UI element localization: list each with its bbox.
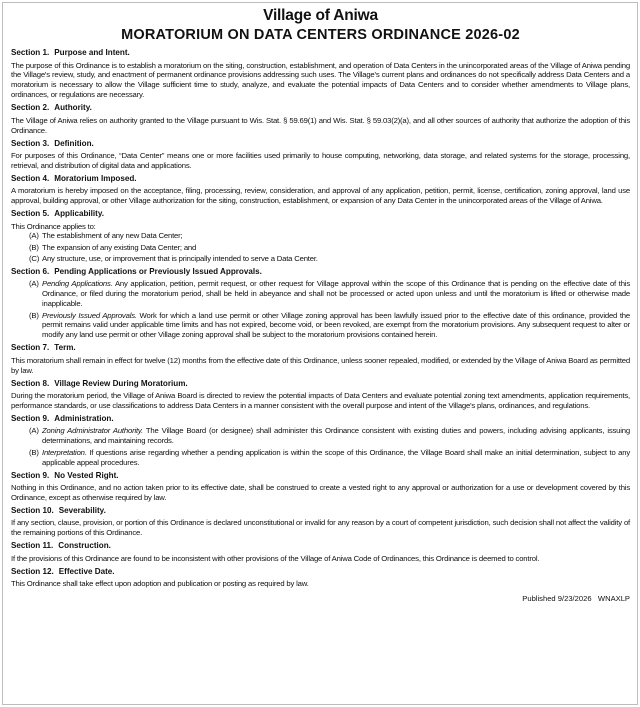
section-heading xyxy=(11,567,630,577)
subsection-text: The expansion of any existing Data Center; and xyxy=(42,242,197,252)
section-heading xyxy=(11,471,630,481)
section-number: Section 9. xyxy=(11,414,50,424)
section-body: The Village of Aniwa relies on authority granted to the Village pursuant to Wis. Stat. § 59.69(1) and Wis. Stat. § 59.03(2)(a), and all other sources of authority that authorize the adoption of this Ordinance. xyxy=(11,115,630,135)
section-title: Term. xyxy=(54,343,76,353)
section-heading xyxy=(11,267,630,277)
publication-footer xyxy=(11,594,630,604)
section-number: Section 12. xyxy=(11,566,54,576)
village-name: Village of Aniwa xyxy=(263,7,378,24)
section-title: Applicability. xyxy=(54,209,105,219)
subsection-item xyxy=(11,448,630,468)
section-title: Purpose and Intent. xyxy=(54,48,130,58)
section-block xyxy=(11,414,630,467)
section-heading xyxy=(11,343,630,353)
section-heading xyxy=(11,209,630,219)
section-block xyxy=(11,267,630,340)
subsection-marker: (C) xyxy=(29,254,40,264)
subsection-item xyxy=(11,243,630,253)
section-block xyxy=(11,139,630,171)
section-title: Construction. xyxy=(58,541,111,551)
section-number: Section 9. xyxy=(11,470,50,480)
section-heading xyxy=(11,174,630,184)
subsection-text: Any structure, use, or improvement that is principally intended to serve a Data Center. xyxy=(42,254,318,264)
section-block xyxy=(11,209,630,264)
section-body: The purpose of this Ordinance is to establish a moratorium on the siting, construction, establishment, and operation of Data Centers in the unincorporated areas of the Village of Aniwa pending the Village's review, study, and enactment of permanent ordinance provisions addressing such uses. The Village's current plans and ordinances do not specifically address Data Centers and a moratorium is necessary to allow the Village sufficient time to study, analyze, and evaluate the potential impacts of Data Centers and to consider whether amendments to Village plans, ordinances, or regulations are necessary. xyxy=(11,60,630,100)
section-heading xyxy=(11,139,630,149)
section-title: No Vested Right. xyxy=(54,470,119,480)
subsection-item xyxy=(11,311,630,341)
ordinance-title: MORATORIUM ON DATA CENTERS ORDINANCE 2026-02 xyxy=(121,27,520,43)
subsection-text: Work for which a land use permit or other Village zoning approval has been lawfully issued prior to the effective date of this ordinance, provided the permit remains valid under applicable time limits and has not expired, become void, or been revoked, are exempt from the moratorium provisions. Any subsequent request to alter or modify any land use permit or other Village zoning approval shall be subject to the moratorium provisions contained herein. xyxy=(42,310,630,340)
section-block xyxy=(11,48,630,100)
section-body: If any section, clause, provision, or portion of this Ordinance is declared unconstitutional or invalid for any reason by a court of competent jurisdiction, such decision shall not affect the validity of the remaining portions of this Ordinance. xyxy=(11,518,630,538)
section-body: During the moratorium period, the Village of Aniwa Board is directed to review the potential impacts of Data Centers and evaluate potential zoning text amendments, application requirements, performance standards, or use classifications to address Data Centers in a manner consistent with the overall purpose and intent of the Village's plans, ordinances, and regulations. xyxy=(11,391,630,411)
section-body: Nothing in this Ordinance, and no action taken prior to its effective date, shall be construed to create a vested right to any approval or authorization for a use or development covered by this Ordinance, except as otherwise required by law. xyxy=(11,482,630,502)
section-title: Severability. xyxy=(58,505,106,515)
section-block xyxy=(11,541,630,563)
subsection-item xyxy=(11,426,630,446)
section-block xyxy=(11,506,630,538)
subsection-marker: (B) xyxy=(29,242,39,252)
section-block xyxy=(11,471,630,503)
subsection-item xyxy=(11,231,630,241)
section-number: Section 4. xyxy=(11,173,50,183)
section-heading xyxy=(11,506,630,516)
subsection-lead: Pending Applications. xyxy=(42,279,113,289)
section-body: This moratorium shall remain in effect for twelve (12) months from the effective date of this Ordinance, unless sooner repealed, modified, or extended by the Village of Aniwa Board as permitted by law. xyxy=(11,355,630,375)
subsection-text: If questions arise regarding whether a pending application is within the scope of this Ordinance, the Village Board shall make an initial determination, subject to any applicable appeal procedures. xyxy=(42,447,630,467)
section-heading xyxy=(11,414,630,424)
section-title: Definition. xyxy=(54,138,94,148)
section-number: Section 7. xyxy=(11,343,50,353)
subsection-lead: Previously Issued Approvals. xyxy=(42,310,137,320)
notice-code: WNAXLP xyxy=(597,593,630,603)
subsection-lead: Zoning Administrator Authority. xyxy=(42,426,143,436)
section-block xyxy=(11,379,630,411)
section-title: Village Review During Moratorium. xyxy=(54,378,188,388)
section-block xyxy=(11,174,630,206)
section-title: Authority. xyxy=(54,103,92,113)
section-title: Effective Date. xyxy=(58,566,115,576)
section-body: This Ordinance applies to: xyxy=(11,221,96,231)
subsection-marker: (A) xyxy=(29,231,39,241)
section-number: Section 3. xyxy=(11,138,50,148)
section-heading xyxy=(11,541,630,551)
section-body: This Ordinance shall take effect upon adoption and publication or posting as required by law. xyxy=(11,578,309,588)
section-heading xyxy=(11,103,630,113)
ordinance-sections xyxy=(11,48,630,589)
subsection-item xyxy=(11,279,630,309)
subsection-text: Any application, petition, permit request, or other request for Village approval within the scope of this Ordinance that is pending on the effective date of this Ordinance, or filed during the moratorium period, shall be held in abeyance and shall not be processed or acted upon unless and until the moratorium is lifted or otherwise made inapplicable. xyxy=(42,279,630,309)
section-body: A moratorium is hereby imposed on the acceptance, filing, processing, review, consideration, and approval of any application, petition, permit, license, certification, zoning approval, land use approval, building approval, or other Village authorization for the siting, construction, establishment, or expansion of any Data Center in the unincorporated areas of the Village of Aniwa. xyxy=(11,186,630,206)
section-title: Pending Applications or Previously Issued Approvals. xyxy=(54,267,262,277)
subsection-item xyxy=(11,254,630,264)
section-body: If the provisions of this Ordinance are found to be inconsistent with other provisions of the Village of Aniwa Code of Ordinances, this Ordinance is deemed to control. xyxy=(11,553,540,563)
subsection-text: The Village Board (or designee) shall administer this Ordinance consistent with existing duties and powers, including advising applicants, issuing determinations, and maintaining records. xyxy=(42,426,630,446)
section-number: Section 6. xyxy=(11,267,50,277)
section-number: Section 11. xyxy=(11,541,54,551)
subsection-marker: (A) xyxy=(29,426,39,436)
section-number: Section 1. xyxy=(11,48,50,58)
section-heading xyxy=(11,48,630,58)
subsection-marker: (B) xyxy=(29,447,39,457)
published-date: Published 9/23/2026 xyxy=(522,593,592,603)
section-number: Section 8. xyxy=(11,378,50,388)
section-number: Section 2. xyxy=(11,103,50,113)
section-block xyxy=(11,567,630,589)
section-body: For purposes of this Ordinance, “Data Center” means one or more facilities used primarily to house computing, networking, data storage, and related systems for the storage, processing, retrieval, and distribution of digital data and applications. xyxy=(11,150,630,170)
section-number: Section 10. xyxy=(11,505,54,515)
section-block xyxy=(11,103,630,135)
section-heading xyxy=(11,379,630,389)
section-block xyxy=(11,343,630,375)
section-title: Administration. xyxy=(54,414,114,424)
section-number: Section 5. xyxy=(11,209,50,219)
subsection-marker: (B) xyxy=(29,310,39,320)
section-title: Moratorium Imposed. xyxy=(54,173,137,183)
subsection-marker: (A) xyxy=(29,279,39,289)
subsection-lead: Interpretation. xyxy=(42,447,87,457)
subsection-text: The establishment of any new Data Center; xyxy=(42,231,183,241)
